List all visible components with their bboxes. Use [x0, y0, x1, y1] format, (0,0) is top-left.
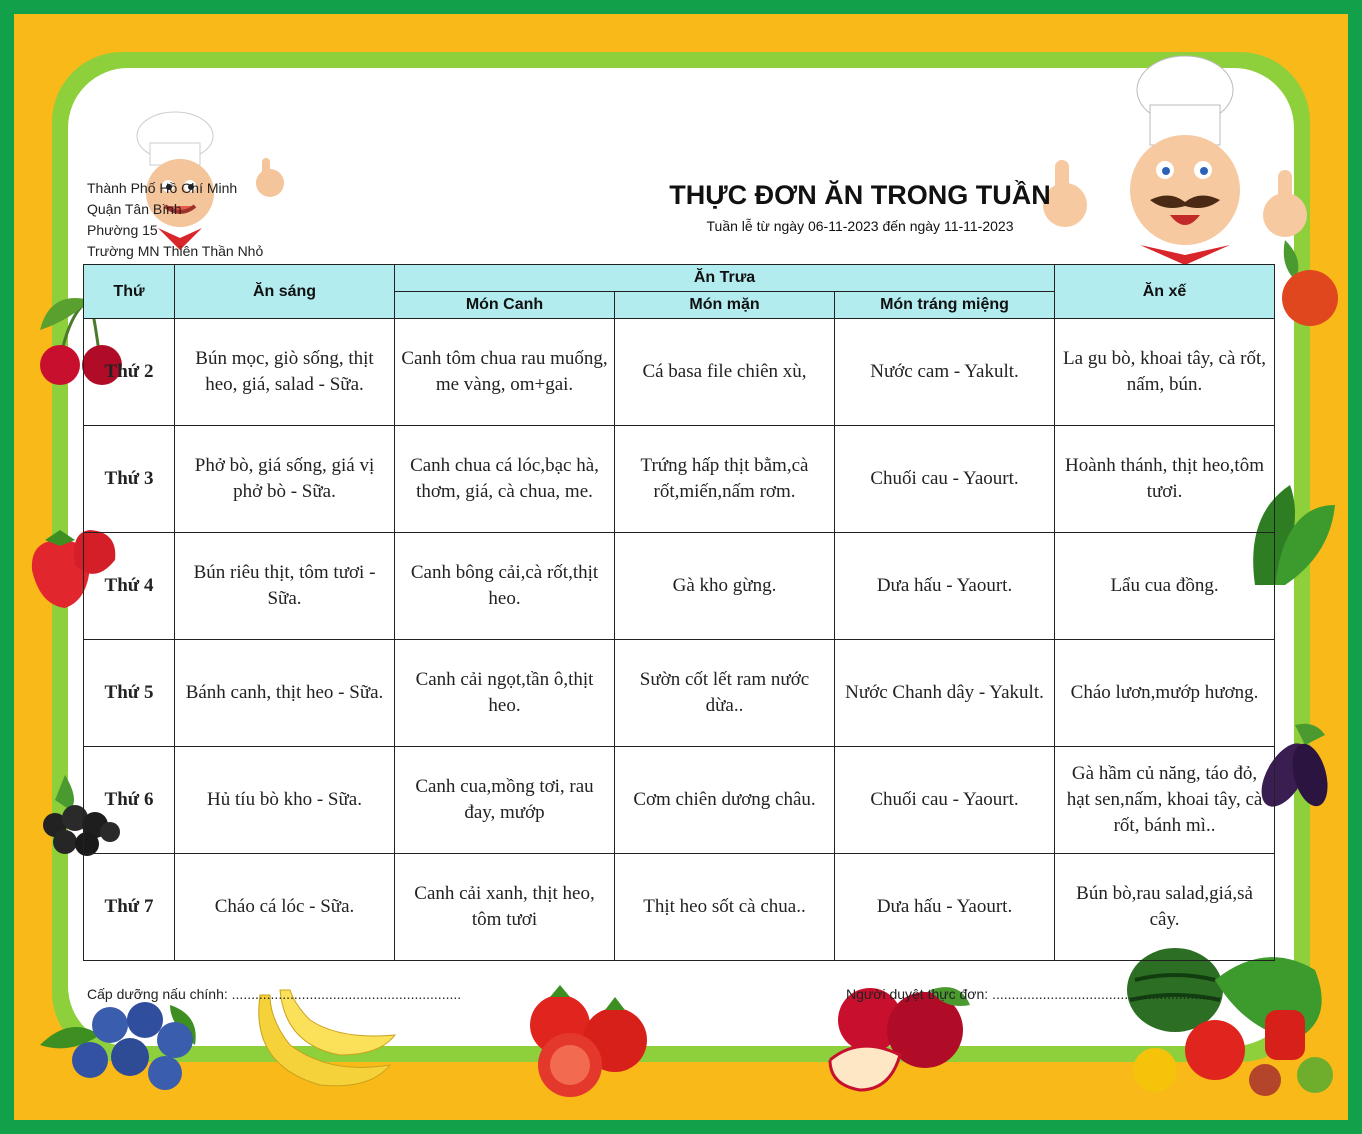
- weekly-menu-table: [83, 264, 1275, 961]
- day-cell: Thứ 7: [84, 854, 175, 961]
- snack-cell: Bún bò,rau salad,giá,sả cây.: [1055, 854, 1275, 961]
- day-cell: Thứ 3: [84, 426, 175, 533]
- school-address: [87, 178, 263, 262]
- approver-signature-line: Người duyệt thực đơn: ...........................................................: [846, 986, 1222, 1002]
- table-row: [84, 640, 1275, 747]
- header-breakfast: Ăn sáng: [175, 265, 395, 319]
- snack-cell: Hoành thánh, thịt heo,tôm tươi.: [1055, 426, 1275, 533]
- day-cell: Thứ 6: [84, 747, 175, 854]
- breakfast-cell: Bún mọc, giò sống, thịt heo, giá, salad - Sữa.: [175, 319, 395, 426]
- snack-cell: La gu bò, khoai tây, cà rốt, nấm, bún.: [1055, 319, 1275, 426]
- dessert-cell: Chuối cau - Yaourt.: [835, 426, 1055, 533]
- banana-icon: [240, 985, 400, 1100]
- soup-cell: Canh chua cá lóc,bạc hà, thơm, giá, cà chua, me.: [395, 426, 615, 533]
- soup-cell: Canh cua,mồng tơi, rau đay, mướp: [395, 747, 615, 854]
- dessert-cell: Chuối cau - Yaourt.: [835, 747, 1055, 854]
- main-dish-cell: Cơm chiên dương châu.: [615, 747, 835, 854]
- day-cell: Thứ 4: [84, 533, 175, 640]
- dessert-cell: Dưa hấu - Yaourt.: [835, 533, 1055, 640]
- table-row: [84, 854, 1275, 961]
- header-dessert: Món tráng miệng: [835, 292, 1055, 319]
- header-lunch: Ăn Trưa: [395, 265, 1055, 292]
- table-row: [84, 747, 1275, 854]
- header-main: Món mặn: [615, 292, 835, 319]
- orange-fruit-icon: [1265, 240, 1345, 330]
- snack-cell: Cháo lươn,mướp hương.: [1055, 640, 1275, 747]
- dessert-cell: Nước Chanh dây - Yakult.: [835, 640, 1055, 747]
- breakfast-cell: Phở bò, giá sống, giá vị phở bò - Sữa.: [175, 426, 395, 533]
- main-dish-cell: Cá basa file chiên xù,: [615, 319, 835, 426]
- snack-cell: Lẩu cua đồng.: [1055, 533, 1275, 640]
- city-line: Thành Phố Hồ Chí Minh: [87, 180, 238, 196]
- soup-cell: Canh bông cải,cà rốt,thịt heo.: [395, 533, 615, 640]
- week-range: Tuần lễ từ ngày 06-11-2023 đến ngày 11-11-2023: [706, 218, 1014, 234]
- school-line: Trường MN Thiên Thần Nhỏ: [87, 243, 264, 259]
- tomato-icon: [515, 985, 655, 1100]
- main-dish-cell: Thịt heo sốt cà chua..: [615, 854, 835, 961]
- vegetable-basket-icon: [1115, 940, 1345, 1105]
- cook-signature-line: Cấp dưỡng nấu chính: ...........................................................: [87, 986, 462, 1002]
- district-line: Quận Tân Bình: [87, 201, 182, 217]
- dessert-cell: Nước cam - Yakult.: [835, 319, 1055, 426]
- dessert-cell: Dưa hấu - Yaourt.: [835, 854, 1055, 961]
- ward-line: Phường 15: [87, 222, 158, 238]
- main-dish-cell: Gà kho gừng.: [615, 533, 835, 640]
- breakfast-cell: Bún riêu thịt, tôm tươi - Sữa.: [175, 533, 395, 640]
- breakfast-cell: Cháo cá lóc - Sữa.: [175, 854, 395, 961]
- table-row: [84, 426, 1275, 533]
- soup-cell: Canh cải ngọt,tần ô,thịt heo.: [395, 640, 615, 747]
- header-day: Thứ: [84, 265, 175, 319]
- day-cell: Thứ 5: [84, 640, 175, 747]
- header-soup: Món Canh: [395, 292, 615, 319]
- main-dish-cell: Trứng hấp thịt bằm,cà rốt,miến,nấm rơm.: [615, 426, 835, 533]
- table-row: [84, 319, 1275, 426]
- day-cell: Thứ 2: [84, 319, 175, 426]
- snack-cell: Gà hầm củ năng, táo đỏ, hạt sen,nấm, khoai tây, cà rốt, bánh mì..: [1055, 747, 1275, 854]
- table-row: [84, 533, 1275, 640]
- soup-cell: Canh tôm chua rau muống, me vàng, om+gai.: [395, 319, 615, 426]
- breakfast-cell: Hủ tíu bò kho - Sữa.: [175, 747, 395, 854]
- header-snack: Ăn xế: [1055, 265, 1275, 319]
- page-title: THỰC ĐƠN ĂN TRONG TUẦN: [669, 180, 1051, 210]
- soup-cell: Canh cải xanh, thịt heo, tôm tươi: [395, 854, 615, 961]
- breakfast-cell: Bánh canh, thịt heo - Sữa.: [175, 640, 395, 747]
- main-dish-cell: Sườn cốt lết ram nước dừa..: [615, 640, 835, 747]
